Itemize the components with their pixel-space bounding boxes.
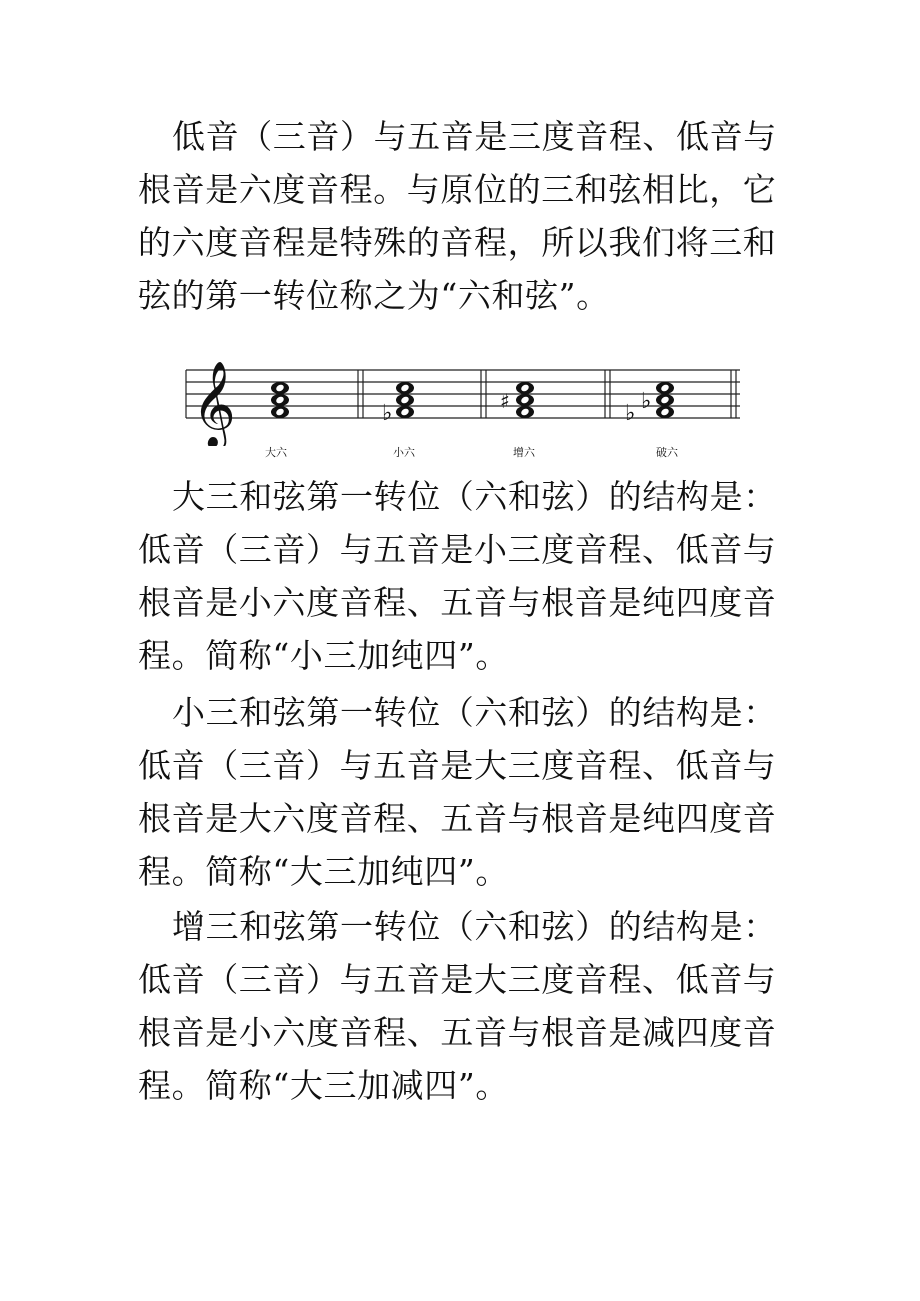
treble-clef-icon: 𝄞 — [192, 361, 236, 446]
chord-label-fourth-sixth: 破六 — [656, 446, 678, 459]
flat-icon: ♭ — [382, 401, 393, 426]
paragraph-major-triad-inversion: 大三和弦第一转位（六和弦）的结构是：低音（三音）与五音是小三度音程、低音与根音是小六度音程、五音与根音是纯四度音程。简称“小三加纯四”。 — [138, 477, 777, 675]
chord-minor-sixth — [382, 382, 414, 426]
flat-icon: ♭ — [625, 401, 636, 426]
paragraph-augmented-triad-inversion: 增三和弦第一转位（六和弦）的结构是：低音（三音）与五音是大三度音程、低音与根音是小六度音程、五音与根音是减四度音程。简称“大三加减四”。 — [138, 907, 777, 1105]
chord-score-figure — [180, 338, 745, 468]
flat-icon: ♭ — [641, 389, 652, 414]
paragraph-sixth-chord-intro: 低音（三音）与五音是三度音程、低音与根音是六度音程。与原位的三和弦相比，它的六度音程是特殊的音程，所以我们将三和弦的第一转位称之为“六和弦”。 — [138, 117, 777, 315]
paragraph-minor-triad-inversion: 小三和弦第一转位（六和弦）的结构是：低音（三音）与五音是大三度音程、低音与根音是大六度音程、五音与根音是纯四度音程。简称“大三加纯四”。 — [138, 693, 777, 891]
chord-augmented-sixth — [500, 382, 534, 418]
chord-label-augmented-sixth: 增六 — [513, 446, 535, 459]
chord-fourth-sixth — [625, 382, 674, 426]
chord-label-minor-sixth: 小六 — [393, 446, 415, 459]
chord-major-sixth — [271, 382, 289, 418]
sharp-icon: ♯ — [500, 389, 510, 413]
staff-notation — [180, 338, 745, 446]
chord-label-major-sixth: 大六 — [265, 446, 287, 459]
